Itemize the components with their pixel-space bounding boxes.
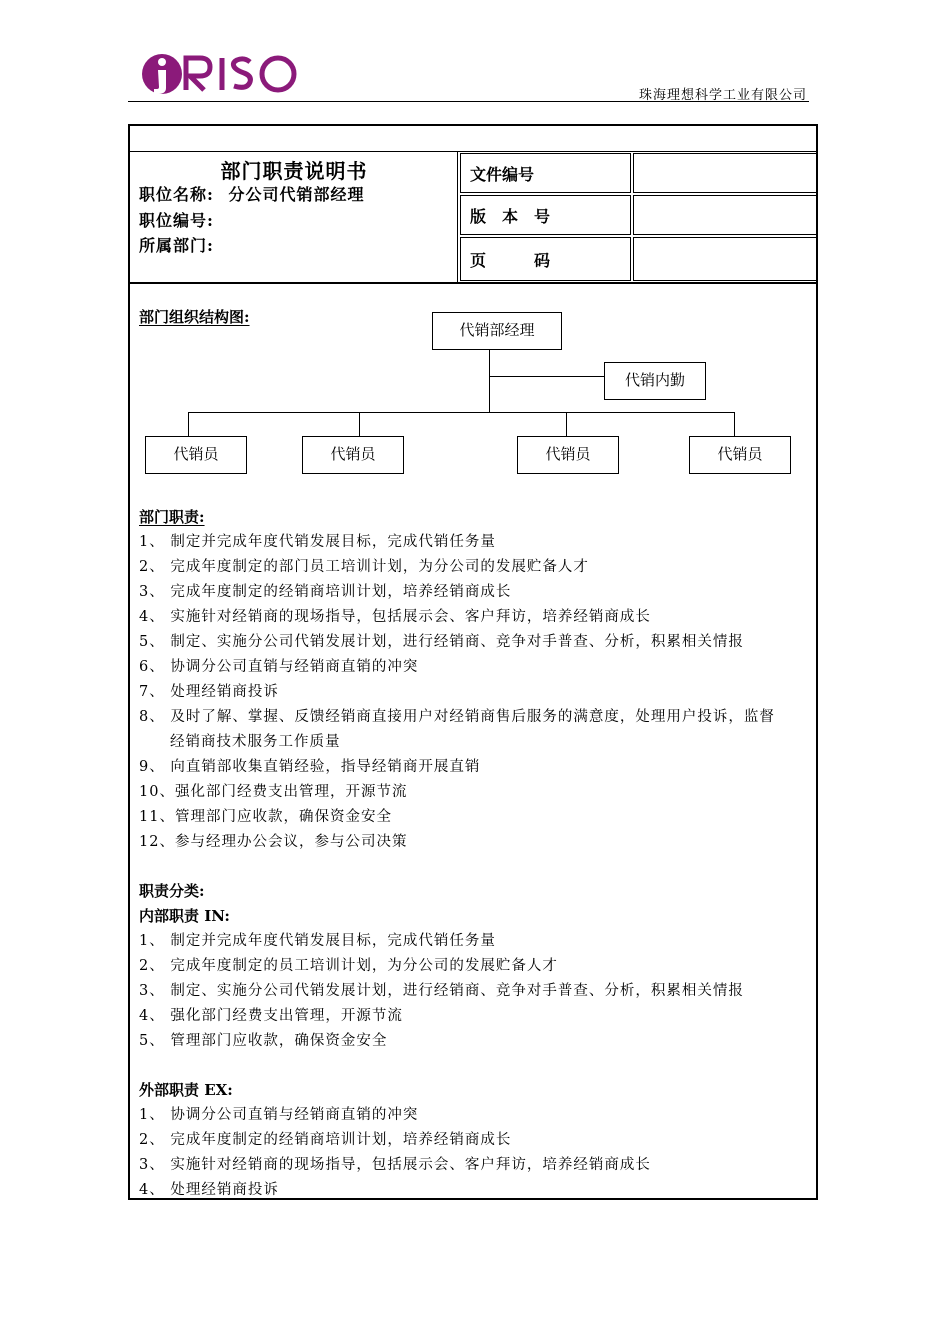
duties-title: 部门职责: xyxy=(139,508,205,526)
external-item: 4、 处理经销商投诉 xyxy=(139,1182,279,1198)
org-box-staff: 代销员 xyxy=(145,436,247,474)
duty-item: 9、 向直销部收集直销经验，指导经销商开展直销 xyxy=(139,759,481,775)
external-item: 2、 完成年度制定的经销商培训计划，培养经销商成长 xyxy=(139,1132,512,1148)
internal-item: 1、 制定并完成年度代销发展目标，完成代销任务量 xyxy=(139,933,496,949)
internal-item: 2、 完成年度制定的员工培训计划，为分公司的发展贮备人才 xyxy=(139,958,558,974)
file-no-value xyxy=(633,153,818,193)
page-value xyxy=(633,237,818,281)
external-item: 1、 协调分公司直销与经销商直销的冲突 xyxy=(139,1107,419,1123)
version-value xyxy=(633,195,818,235)
document-header xyxy=(130,152,816,284)
document-title: 部门职责说明书 xyxy=(220,159,368,183)
duty-item: 5、 制定、实施分公司代销发展计划，进行经销商、竞争对手普查、分析，积累相关情报 xyxy=(139,634,744,650)
duty-item: 11、管理部门应收款，确保资金安全 xyxy=(139,809,392,825)
top-band xyxy=(130,126,816,152)
position-name-value: 分公司代销部经理 xyxy=(228,185,365,204)
duty-item: 12、参与经理办公会议，参与公司决策 xyxy=(139,834,408,850)
internal-item: 5、 管理部门应收款，确保资金安全 xyxy=(139,1033,388,1049)
internal-item: 4、 强化部门经费支出管理，开源节流 xyxy=(139,1008,403,1024)
classification-title: 职责分类: xyxy=(139,882,205,900)
duty-item: 10、强化部门经费支出管理，开源节流 xyxy=(139,784,408,800)
meta-row-file-no xyxy=(460,153,818,193)
header-rule xyxy=(128,101,809,102)
org-connector xyxy=(489,350,490,412)
org-connector xyxy=(188,412,189,436)
org-connector xyxy=(566,412,567,436)
external-title: 外部职责 EX: xyxy=(139,1081,233,1099)
org-chart xyxy=(130,296,818,481)
position-name-label: 职位名称: xyxy=(139,185,214,204)
org-box-assistant: 代销内勤 xyxy=(604,362,706,400)
org-chart-title: 部门组织结构图: xyxy=(139,308,250,326)
meta-row-version xyxy=(460,195,818,235)
duty-item: 1、 制定并完成年度代销发展目标，完成代销任务量 xyxy=(139,534,496,550)
header-left xyxy=(130,152,458,282)
duty-item-continued: 经销商技术服务工作质量 xyxy=(139,734,341,750)
org-connector xyxy=(359,412,360,436)
duty-item: 7、 处理经销商投诉 xyxy=(139,684,279,700)
org-box-staff: 代销员 xyxy=(302,436,404,474)
external-item: 3、 实施针对经销商的现场指导，包括展示会、客户拜访，培养经销商成长 xyxy=(139,1157,651,1173)
org-connector xyxy=(489,376,604,377)
position-no-label: 职位编号: xyxy=(139,211,214,230)
meta-row-page xyxy=(460,237,818,281)
internal-item: 3、 制定、实施分公司代销发展计划，进行经销商、竞争对手普查、分析，积累相关情报 xyxy=(139,983,744,999)
org-connector xyxy=(188,412,734,413)
duty-item: 8、 及时了解、掌握、反馈经销商直接用户对经销商售后服务的满意度，处理用户投诉，监督 xyxy=(139,709,775,725)
org-box-manager: 代销部经理 xyxy=(432,312,562,350)
meta-table xyxy=(460,153,818,281)
position-name-row xyxy=(139,182,365,205)
duty-item: 4、 实施针对经销商的现场指导，包括展示会、客户拜访，培养经销商成长 xyxy=(139,609,651,625)
department-label: 所属部门: xyxy=(139,236,214,255)
org-box-staff: 代销员 xyxy=(517,436,619,474)
riso-logo xyxy=(140,50,300,98)
duty-item: 6、 协调分公司直销与经销商直销的冲突 xyxy=(139,659,419,675)
duty-item: 3、 完成年度制定的经销商培训计划，培养经销商成长 xyxy=(139,584,512,600)
company-name: 珠海理想科学工业有限公司 xyxy=(638,88,807,103)
org-box-staff: 代销员 xyxy=(689,436,791,474)
version-label: 版 本 号 xyxy=(460,195,631,235)
file-no-label: 文件编号 xyxy=(460,153,631,193)
document-frame xyxy=(128,124,818,1200)
page-label: 页 码 xyxy=(460,237,631,281)
internal-title: 内部职责 IN: xyxy=(139,907,230,925)
duty-item: 2、 完成年度制定的部门员工培训计划，为分公司的发展贮备人才 xyxy=(139,559,589,575)
org-connector xyxy=(734,412,735,436)
